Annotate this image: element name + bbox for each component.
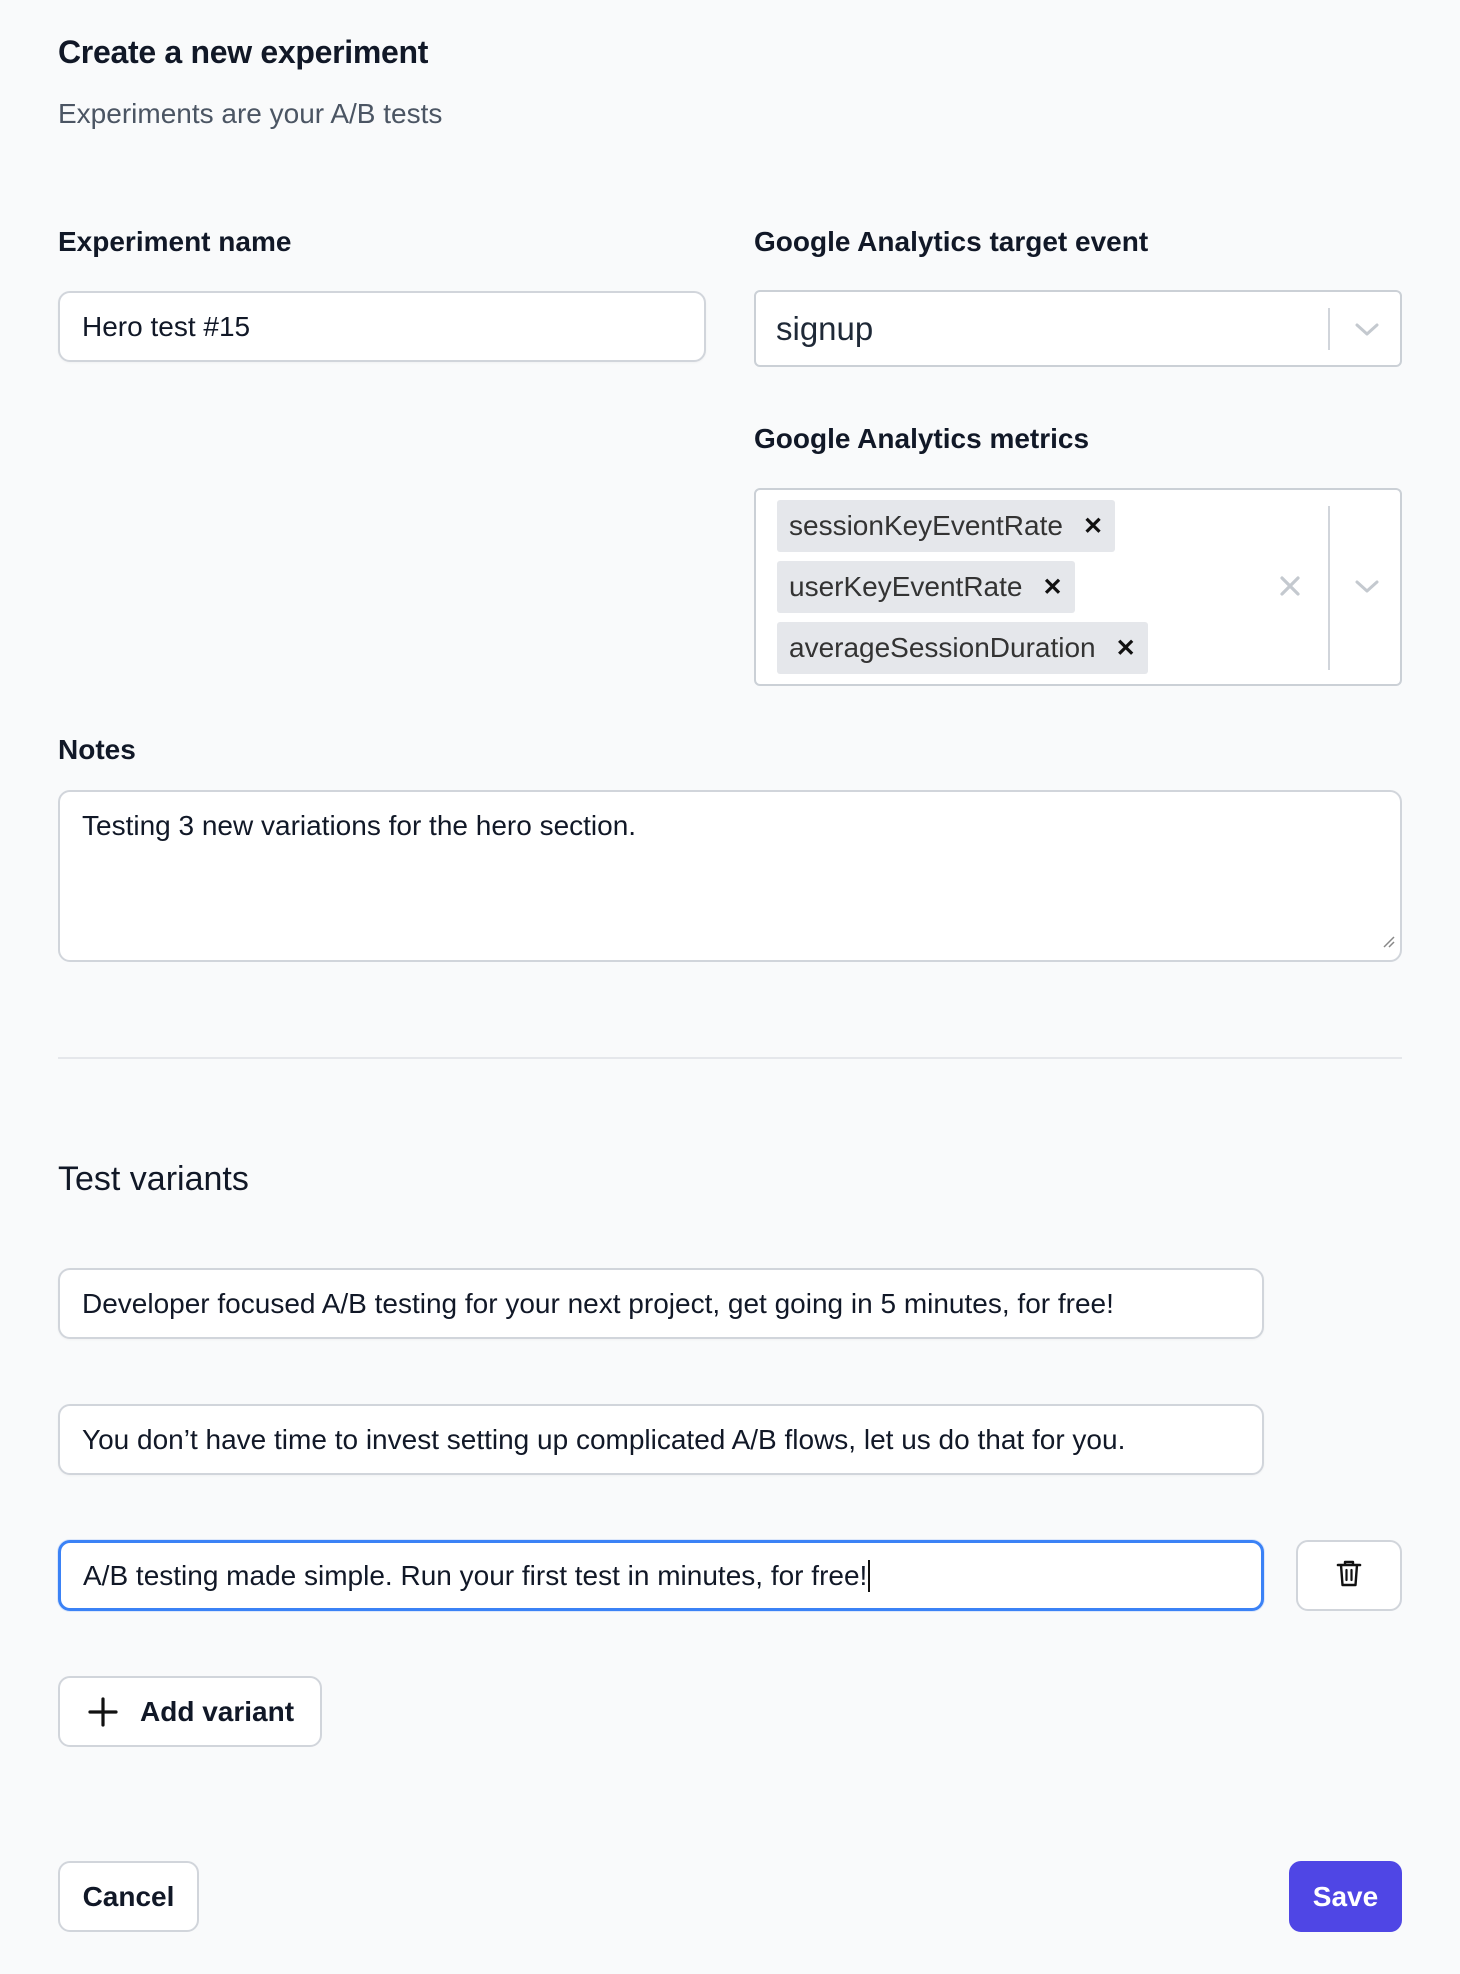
clear-icon[interactable] [1278,574,1302,603]
variant-input-focused[interactable] [58,1540,1264,1611]
variant-value: A/B testing made simple. Run your first test in minutes, for free! [83,1559,868,1591]
experiment-name-value: Hero test #15 [82,310,251,342]
metric-chip-label: sessionKeyEventRate [789,510,1063,541]
experiment-name-input[interactable] [58,291,706,362]
metrics-multiselect[interactable] [754,488,1402,686]
select-separator [1328,308,1330,350]
variant-value: Developer focused A/B testing for your next project, get going in 5 minutes, for free! [82,1287,1114,1319]
x-icon[interactable]: ✕ [1115,634,1136,662]
save-button[interactable] [1289,1861,1402,1932]
experiment-name-label: Experiment name [58,226,292,257]
chevron-down-icon[interactable] [1354,575,1380,597]
variants-title: Test variants [58,1160,249,1198]
metric-chip [777,500,1115,552]
metrics-label: Google Analytics metrics [754,423,1090,454]
page-subtitle: Experiments are your A/B tests [58,98,443,129]
target-event-value: signup [776,310,874,347]
notes-label: Notes [58,734,136,765]
page-title: Create a new experiment [58,34,429,70]
metric-chip [777,622,1148,674]
add-variant-button[interactable] [58,1676,322,1747]
metric-chip-label: averageSessionDuration [789,632,1096,663]
metric-chip [777,561,1075,613]
notes-value: Testing 3 new variations for the hero section. [82,810,637,841]
delete-variant-button[interactable] [1296,1540,1402,1611]
variant-input[interactable] [58,1268,1264,1339]
save-label: Save [1312,1880,1379,1912]
resize-handle-icon[interactable] [1380,924,1396,956]
text-caret [868,1560,870,1592]
variant-input[interactable] [58,1404,1264,1475]
target-event-label: Google Analytics target event [754,226,1149,257]
add-variant-label: Add variant [140,1695,295,1727]
metric-chip-label: userKeyEventRate [789,571,1023,602]
target-event-select[interactable] [754,290,1402,367]
x-icon[interactable]: ✕ [1042,573,1063,601]
select-separator [1328,506,1330,670]
cancel-button[interactable] [58,1861,199,1932]
plus-icon [86,1695,120,1729]
trash-icon [1335,1558,1363,1593]
variant-value: You don’t have time to invest setting up complicated A/B flows, let us do that for you. [82,1423,1126,1455]
chevron-down-icon[interactable] [1354,318,1380,340]
section-divider [58,1057,1402,1059]
notes-textarea[interactable] [58,790,1402,962]
x-icon[interactable]: ✕ [1082,512,1104,540]
cancel-label: Cancel [82,1880,175,1912]
